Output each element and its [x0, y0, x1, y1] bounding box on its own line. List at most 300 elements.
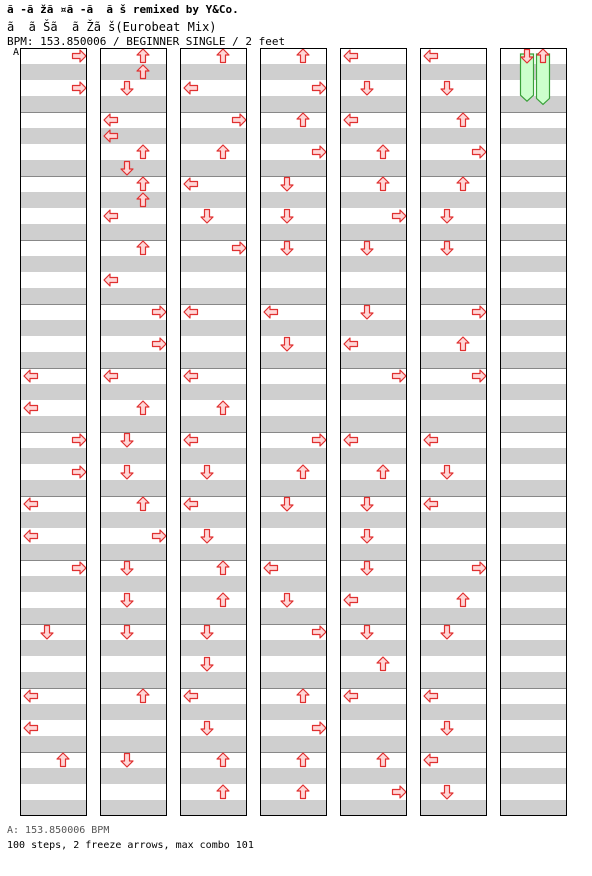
arrow-left-icon: [263, 560, 279, 576]
beat-band: [341, 800, 406, 816]
beat-band: [501, 704, 566, 720]
beat-band: [421, 224, 486, 240]
arrow-left-icon: [103, 112, 119, 128]
arrow-up-icon: [455, 336, 471, 352]
arrow-right-icon: [71, 432, 87, 448]
beat-band: [181, 320, 246, 336]
arrow-up-icon: [295, 112, 311, 128]
measure-line: [501, 432, 566, 433]
arrow-left-icon: [23, 400, 39, 416]
arrow-down-icon: [359, 240, 375, 256]
beat-band: [421, 800, 486, 816]
beat-band: [21, 288, 86, 304]
measure-line: [341, 752, 406, 753]
beat-band: [181, 768, 246, 784]
measure-line: [501, 304, 566, 305]
arrow-up-icon: [135, 64, 151, 80]
measure-line: [101, 240, 166, 241]
beat-band: [21, 640, 86, 656]
beat-band: [501, 512, 566, 528]
beat-band: [501, 352, 566, 368]
beat-band: [261, 352, 326, 368]
beat-band: [181, 384, 246, 400]
beat-band: [261, 512, 326, 528]
arrow-left-icon: [423, 48, 439, 64]
beat-band: [341, 736, 406, 752]
arrow-down-icon: [119, 80, 135, 96]
beat-band: [21, 704, 86, 720]
arrow-right-icon: [311, 720, 327, 736]
chart-column-4: [260, 48, 327, 816]
arrow-up-icon: [455, 176, 471, 192]
beat-band: [341, 416, 406, 432]
arrow-up-icon: [135, 496, 151, 512]
song-title: ã -ã žã ¤ã -ã ã š remixed by Y&Co.: [7, 3, 239, 16]
arrow-down-icon: [439, 784, 455, 800]
beat-band: [261, 544, 326, 560]
arrow-up-icon: [135, 192, 151, 208]
beat-band: [181, 256, 246, 272]
beat-band: [421, 640, 486, 656]
beat-band: [101, 800, 166, 816]
arrow-right-icon: [151, 528, 167, 544]
arrow-down-icon: [439, 624, 455, 640]
arrow-down-icon: [439, 80, 455, 96]
measure-line: [501, 560, 566, 561]
beat-band: [341, 384, 406, 400]
arrow-left-icon: [343, 48, 359, 64]
beat-band: [501, 224, 566, 240]
bpm-info: A: 153.850006 BPM: [7, 825, 110, 836]
measure-line: [421, 112, 486, 113]
arrow-left-icon: [343, 336, 359, 352]
beat-band: [341, 288, 406, 304]
arrow-right-icon: [311, 80, 327, 96]
arrow-right-icon: [311, 432, 327, 448]
beat-band: [501, 128, 566, 144]
beat-band: [101, 352, 166, 368]
beat-band: [341, 320, 406, 336]
beat-band: [501, 576, 566, 592]
beat-band: [261, 224, 326, 240]
beat-band: [181, 96, 246, 112]
beat-band: [181, 576, 246, 592]
measure-line: [101, 496, 166, 497]
measure-line: [261, 752, 326, 753]
measure-line: [21, 752, 86, 753]
arrow-left-icon: [103, 368, 119, 384]
beat-band: [261, 416, 326, 432]
beat-band: [421, 416, 486, 432]
beat-band: [421, 768, 486, 784]
beat-band: [21, 352, 86, 368]
beat-band: [181, 480, 246, 496]
beat-band: [21, 160, 86, 176]
beat-band: [421, 192, 486, 208]
arrow-left-icon: [23, 528, 39, 544]
beat-band: [101, 704, 166, 720]
beat-band: [261, 64, 326, 80]
arrow-left-icon: [343, 592, 359, 608]
measure-line: [421, 176, 486, 177]
freeze-arrow-up: [535, 48, 551, 110]
beat-band: [21, 800, 86, 816]
arrow-down-icon: [199, 208, 215, 224]
arrow-up-icon: [135, 48, 151, 64]
arrow-left-icon: [183, 304, 199, 320]
measure-line: [501, 368, 566, 369]
beat-band: [421, 96, 486, 112]
arrow-left-icon: [263, 304, 279, 320]
measure-line: [501, 688, 566, 689]
beat-band: [501, 256, 566, 272]
arrow-left-icon: [423, 752, 439, 768]
arrow-up-icon: [135, 688, 151, 704]
beat-band: [21, 672, 86, 688]
arrow-up-icon: [375, 464, 391, 480]
arrow-right-icon: [391, 208, 407, 224]
arrow-up-icon: [215, 752, 231, 768]
beat-band: [181, 224, 246, 240]
measure-line: [21, 176, 86, 177]
beat-band: [501, 192, 566, 208]
arrow-down-icon: [279, 176, 295, 192]
arrow-right-icon: [151, 336, 167, 352]
beat-band: [501, 640, 566, 656]
chart-column-1: [20, 48, 87, 816]
chart-column-3: [180, 48, 247, 816]
arrow-down-icon: [359, 80, 375, 96]
arrow-left-icon: [343, 112, 359, 128]
arrow-up-icon: [295, 752, 311, 768]
beat-band: [501, 288, 566, 304]
arrow-down-icon: [279, 240, 295, 256]
beat-band: [261, 768, 326, 784]
beat-band: [341, 704, 406, 720]
arrow-right-icon: [391, 368, 407, 384]
beat-band: [261, 736, 326, 752]
beat-band: [421, 448, 486, 464]
arrow-down-icon: [279, 208, 295, 224]
beat-band: [261, 800, 326, 816]
measure-line: [501, 240, 566, 241]
beat-band: [421, 352, 486, 368]
beat-band: [421, 576, 486, 592]
beat-band: [501, 160, 566, 176]
measure-line: [501, 624, 566, 625]
beat-band: [181, 640, 246, 656]
beat-band: [101, 96, 166, 112]
arrow-down-icon: [439, 208, 455, 224]
beat-band: [421, 128, 486, 144]
measure-line: [501, 496, 566, 497]
beat-band: [261, 608, 326, 624]
beat-band: [341, 256, 406, 272]
beat-band: [261, 288, 326, 304]
beat-band: [421, 256, 486, 272]
arrow-down-icon: [119, 464, 135, 480]
arrow-down-icon: [359, 560, 375, 576]
step-stats: 100 steps, 2 freeze arrows, max combo 101: [7, 840, 254, 851]
arrow-up-icon: [215, 144, 231, 160]
beat-band: [181, 512, 246, 528]
arrow-down-icon: [359, 528, 375, 544]
beat-band: [101, 672, 166, 688]
beat-band: [21, 384, 86, 400]
arrow-left-icon: [103, 272, 119, 288]
beat-band: [341, 512, 406, 528]
arrow-up-icon: [295, 784, 311, 800]
arrow-left-icon: [23, 720, 39, 736]
arrow-down-icon: [279, 496, 295, 512]
beat-band: [421, 544, 486, 560]
beat-band: [101, 544, 166, 560]
beat-band: [101, 512, 166, 528]
beat-band: [341, 352, 406, 368]
beat-band: [341, 768, 406, 784]
arrow-down-icon: [199, 528, 215, 544]
beat-band: [21, 192, 86, 208]
arrow-up-icon: [455, 112, 471, 128]
arrow-up-icon: [135, 176, 151, 192]
beat-band: [181, 672, 246, 688]
beat-band: [501, 768, 566, 784]
beat-band: [101, 64, 166, 80]
arrow-up-icon: [135, 240, 151, 256]
beat-band: [421, 384, 486, 400]
arrow-up-icon: [215, 560, 231, 576]
beat-band: [101, 640, 166, 656]
beat-band: [501, 480, 566, 496]
bpm-difficulty-line: BPM: 153.850006 / BEGINNER SINGLE / 2 feet: [7, 35, 286, 48]
beat-band: [261, 128, 326, 144]
beat-band: [101, 256, 166, 272]
arrow-down-icon: [199, 720, 215, 736]
beat-band: [101, 192, 166, 208]
arrow-left-icon: [23, 496, 39, 512]
beat-band: [21, 256, 86, 272]
beat-band: [181, 416, 246, 432]
arrow-down-icon: [119, 592, 135, 608]
arrow-right-icon: [71, 80, 87, 96]
chart-column-6: [420, 48, 487, 816]
measure-line: [261, 112, 326, 113]
beat-band: [421, 480, 486, 496]
measure-line: [101, 176, 166, 177]
measure-line: [181, 560, 246, 561]
beat-band: [101, 608, 166, 624]
measure-line: [261, 688, 326, 689]
arrow-down-icon: [279, 336, 295, 352]
beat-band: [341, 448, 406, 464]
beat-band: [261, 672, 326, 688]
arrow-up-icon: [55, 752, 71, 768]
arrow-left-icon: [183, 176, 199, 192]
arrow-right-icon: [471, 560, 487, 576]
chart-column-5: [340, 48, 407, 816]
beat-band: [341, 160, 406, 176]
beat-band: [21, 576, 86, 592]
beat-band: [21, 64, 86, 80]
beat-band: [341, 224, 406, 240]
beat-band: [101, 576, 166, 592]
arrow-down-icon: [199, 656, 215, 672]
beat-band: [181, 160, 246, 176]
arrow-down-icon: [279, 592, 295, 608]
beat-band: [341, 480, 406, 496]
measure-line: [501, 176, 566, 177]
beat-band: [181, 704, 246, 720]
beat-band: [501, 448, 566, 464]
beat-band: [421, 160, 486, 176]
freeze-arrow-down: [519, 48, 535, 107]
arrow-left-icon: [183, 688, 199, 704]
beat-band: [21, 480, 86, 496]
beat-band: [101, 768, 166, 784]
arrow-up-icon: [215, 400, 231, 416]
arrow-left-icon: [103, 208, 119, 224]
arrow-up-icon: [375, 752, 391, 768]
arrow-up-icon: [295, 464, 311, 480]
arrow-up-icon: [455, 592, 471, 608]
beat-band: [181, 288, 246, 304]
beat-band: [101, 224, 166, 240]
arrow-right-icon: [311, 144, 327, 160]
arrow-up-icon: [375, 176, 391, 192]
beat-band: [501, 800, 566, 816]
arrow-right-icon: [151, 304, 167, 320]
arrow-right-icon: [471, 304, 487, 320]
arrow-down-icon: [39, 624, 55, 640]
arrow-left-icon: [103, 128, 119, 144]
beat-band: [21, 96, 86, 112]
beat-band: [21, 128, 86, 144]
arrow-down-icon: [439, 720, 455, 736]
beat-band: [501, 384, 566, 400]
arrow-right-icon: [471, 368, 487, 384]
arrow-left-icon: [423, 432, 439, 448]
measure-line: [261, 368, 326, 369]
measure-line: [101, 688, 166, 689]
beat-band: [421, 64, 486, 80]
beat-band: [501, 320, 566, 336]
beat-band: [181, 800, 246, 816]
beat-band: [421, 320, 486, 336]
arrow-down-icon: [199, 624, 215, 640]
arrow-up-icon: [215, 592, 231, 608]
beat-band: [501, 416, 566, 432]
beat-band: [421, 672, 486, 688]
beat-band: [101, 320, 166, 336]
arrow-right-icon: [71, 464, 87, 480]
beat-band: [21, 736, 86, 752]
beat-band: [501, 544, 566, 560]
arrow-down-icon: [439, 464, 455, 480]
beat-band: [341, 544, 406, 560]
beat-band: [341, 192, 406, 208]
arrow-down-icon: [359, 624, 375, 640]
beat-band: [341, 672, 406, 688]
beat-band: [341, 640, 406, 656]
beat-band: [421, 608, 486, 624]
arrow-left-icon: [183, 368, 199, 384]
arrow-down-icon: [359, 496, 375, 512]
beat-band: [181, 352, 246, 368]
arrow-up-icon: [215, 48, 231, 64]
arrow-down-icon: [359, 304, 375, 320]
arrow-down-icon: [119, 160, 135, 176]
measure-line: [341, 176, 406, 177]
beat-band: [261, 480, 326, 496]
arrow-left-icon: [23, 688, 39, 704]
bpm-marker-label: A: [13, 47, 20, 58]
beat-band: [21, 320, 86, 336]
arrow-left-icon: [343, 432, 359, 448]
chart-column-2: [100, 48, 167, 816]
arrow-right-icon: [231, 112, 247, 128]
beat-band: [501, 736, 566, 752]
arrow-right-icon: [71, 48, 87, 64]
arrow-down-icon: [119, 432, 135, 448]
beat-band: [21, 416, 86, 432]
arrow-up-icon: [375, 144, 391, 160]
beat-band: [261, 704, 326, 720]
arrow-down-icon: [119, 560, 135, 576]
arrow-left-icon: [183, 432, 199, 448]
beat-band: [181, 64, 246, 80]
beat-band: [341, 96, 406, 112]
arrow-up-icon: [295, 688, 311, 704]
beat-band: [261, 384, 326, 400]
beat-band: [341, 608, 406, 624]
beat-band: [261, 256, 326, 272]
arrow-left-icon: [343, 688, 359, 704]
measure-line: [21, 112, 86, 113]
beat-band: [261, 96, 326, 112]
arrow-left-icon: [423, 688, 439, 704]
arrow-right-icon: [391, 784, 407, 800]
arrow-up-icon: [375, 656, 391, 672]
beat-band: [181, 544, 246, 560]
song-subtitle: ã ã Šã ã Žã š(Eurobeat Mix): [7, 20, 217, 34]
beat-band: [261, 640, 326, 656]
beat-band: [421, 704, 486, 720]
arrow-right-icon: [311, 624, 327, 640]
arrow-down-icon: [439, 240, 455, 256]
measure-line: [501, 752, 566, 753]
beat-band: [421, 288, 486, 304]
beat-band: [261, 448, 326, 464]
beat-band: [181, 192, 246, 208]
beat-band: [101, 480, 166, 496]
measure-line: [21, 304, 86, 305]
chart-column-7: [500, 48, 567, 816]
beat-band: [21, 224, 86, 240]
arrow-left-icon: [183, 80, 199, 96]
beat-band: [501, 608, 566, 624]
arrow-left-icon: [423, 496, 439, 512]
beat-band: [101, 384, 166, 400]
arrow-down-icon: [199, 464, 215, 480]
beat-band: [261, 320, 326, 336]
arrow-down-icon: [119, 624, 135, 640]
beat-band: [261, 160, 326, 176]
beat-band: [421, 512, 486, 528]
beat-band: [261, 192, 326, 208]
beat-band: [421, 736, 486, 752]
beat-band: [261, 576, 326, 592]
beat-band: [101, 416, 166, 432]
